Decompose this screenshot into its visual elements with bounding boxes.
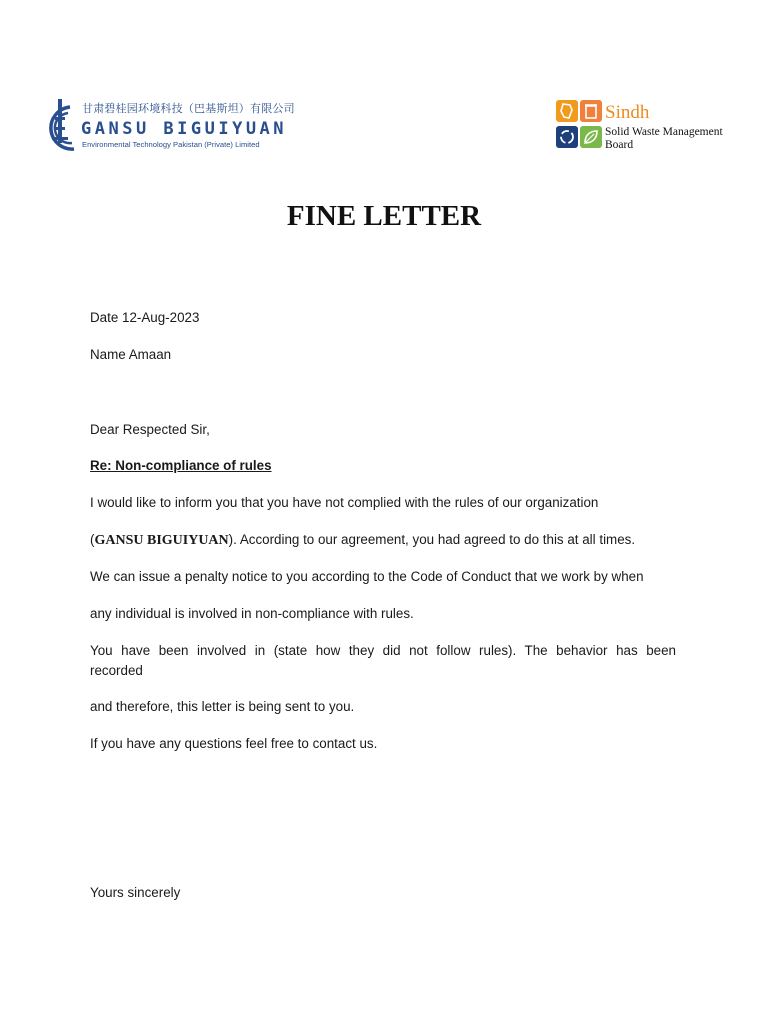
paragraph-6: and therefore, this letter is being sent to you. (90, 699, 355, 714)
logo-chinese-name: 甘肃碧桂园环境科技（巴基斯坦）有限公司 (82, 102, 295, 115)
organization-name: GANSU BIGUIYUAN (94, 533, 229, 548)
paragraph-4: any individual is involved in non-compliance with rules. (90, 606, 414, 621)
bin-tile-icon (580, 100, 602, 122)
logo-company-subtitle: Environmental Technology Pakistan (Private) Limited (82, 140, 260, 149)
paragraph-7: If you have any questions feel free to contact us. (90, 736, 378, 751)
paragraph-2-rest: ). According to our agreement, you had agreed to do this at all times. (228, 532, 636, 547)
subject-line (90, 456, 676, 476)
subject-text: Re: Non-compliance of rules (90, 458, 272, 473)
logo-company-name: GANSU BIGUIYUAN (81, 119, 288, 139)
logo-board-line1: Solid Waste Management (605, 126, 723, 138)
leaf-tile-icon (580, 126, 602, 148)
paren-open: ( (90, 532, 95, 547)
letter-date: Date 12-Aug-2023 (90, 310, 200, 325)
paragraph-3: We can issue a penalty notice to you according to the Code of Conduct that we work by when (90, 569, 644, 584)
letter-title: FINE LETTER (286, 200, 482, 232)
map-tile-icon (556, 100, 578, 122)
gansu-emblem-icon (44, 97, 80, 159)
paragraph-2 (90, 530, 676, 551)
logo-sindh: Sindh (605, 102, 650, 123)
gansu-biguiyuan-logo (44, 97, 295, 161)
logo-board-line2: Board (605, 139, 634, 151)
closing: Yours sincerely (90, 885, 181, 900)
paragraph-1: I would like to inform you that you have not complied with the rules of our organization (90, 495, 599, 510)
paragraph-5-line-2: recorded (90, 663, 143, 678)
recycle-tile-icon (556, 126, 578, 148)
sindh-swmb-logo (556, 100, 736, 152)
paragraph-5-line-1: You have been involved in (state how they did not follow rules). The behavior has been (90, 643, 676, 658)
salutation: Dear Respected Sir, (90, 422, 210, 437)
recipient-name: Name Amaan (90, 347, 172, 362)
